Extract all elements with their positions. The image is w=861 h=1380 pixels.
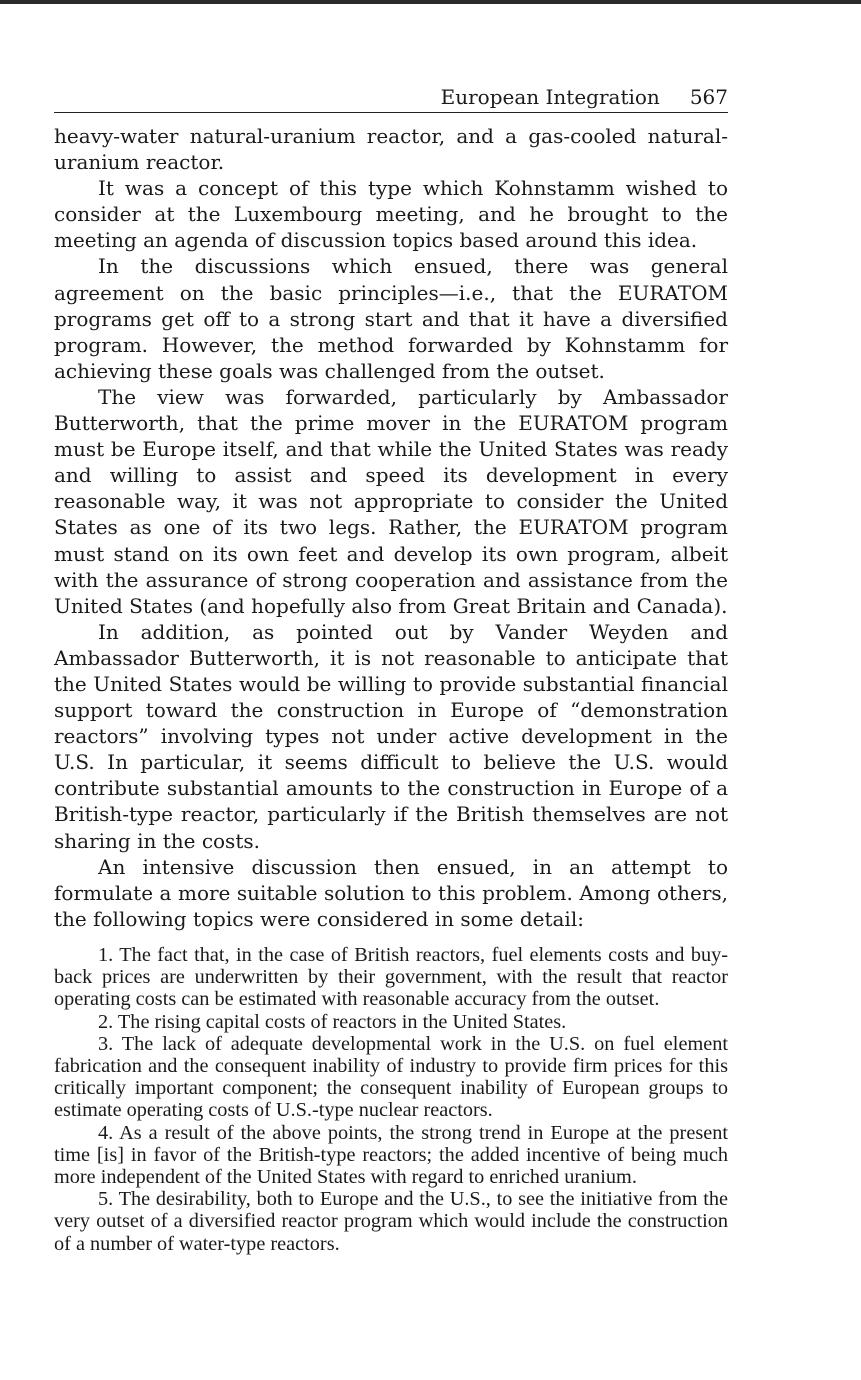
body-text [54,123,728,932]
paragraph-continued: heavy-water natural-uranium reactor, and a gas-cooled natural-uranium reactor. [54,124,728,175]
topic-list [54,944,728,1255]
paragraph: The view was forwarded, particularly by Ambassador Butterworth, that the prime mover in the EURATOM program must be Europe itself, and that while the United States was ready and willing to assist and speed its development in every reasonable way, it was not appropriate to consider the United States as one of its two legs. Rather, the EURATOM program must stand on its own feet and develop its own program, albeit with the assurance of strong cooperation and assistance from the United States (and hopefully also from Great Britain and Canada). [54,384,728,618]
list-item: 5. The desirability, both to Europe and the U.S., to see the initiative from the very outset of a diversified reactor program which would include the construction of a number of water-type reactors. [54,1188,728,1255]
book-page [54,84,728,1255]
list-item: 4. As a result of the above points, the strong trend in Europe at the present time [is] in favor of the British-type reactors; the added incentive of being much more independent of the United States with regard to enriched uranium. [54,1121,728,1188]
running-title: European Integration [440,85,660,109]
list-item: 2. The rising capital costs of reactors in the United States. [98,1010,567,1033]
paragraph: In addition, as pointed out by Vander Weyden and Ambassador Butterworth, it is not reasonable to anticipate that the United States would be willing to provide substantial financial support toward the construction in Europe of “demonstration reactors” involving types not under active development in the U.S. In particular, it seems difficult to believe the U.S. would contribute substantial amounts to the construction in Europe of a British-type reactor, particularly if the British themselves are not sharing in the costs. [54,619,728,853]
paragraph: In the discussions which ensued, there was general agreement on the basic principles—i.e., that the EURATOM programs get off to a strong start and that it have a diversified program. However, the method forwarded by Kohnstamm for achieving these goals was challenged from the outset. [54,254,728,383]
list-item: 3. The lack of adequate developmental work in the U.S. on fuel element fabrication and the consequent inability of industry to provide firm prices for this critically important component; the consequent inability of European groups to estimate operating costs of U.S.-type nuclear reactors. [54,1032,728,1122]
list-item: 1. The fact that, in the case of British reactors, fuel elements costs and buy-back prices are underwritten by their government, with the result that reactor operating costs can be estimated with reasonable accuracy from the outset. [54,943,728,1011]
paragraph: It was a concept of this type which Kohnstamm wished to consider at the Luxembourg meeting, and he brought to the meeting an agenda of discussion topics based around this idea. [54,176,728,253]
paragraph: An intensive discussion then ensued, in an attempt to formulate a more suitable solution to this problem. Among others, the following topics were considered in some detail: [54,854,728,931]
page-number: 567 [689,85,728,109]
running-head [54,84,728,113]
scan-edge [0,0,861,4]
